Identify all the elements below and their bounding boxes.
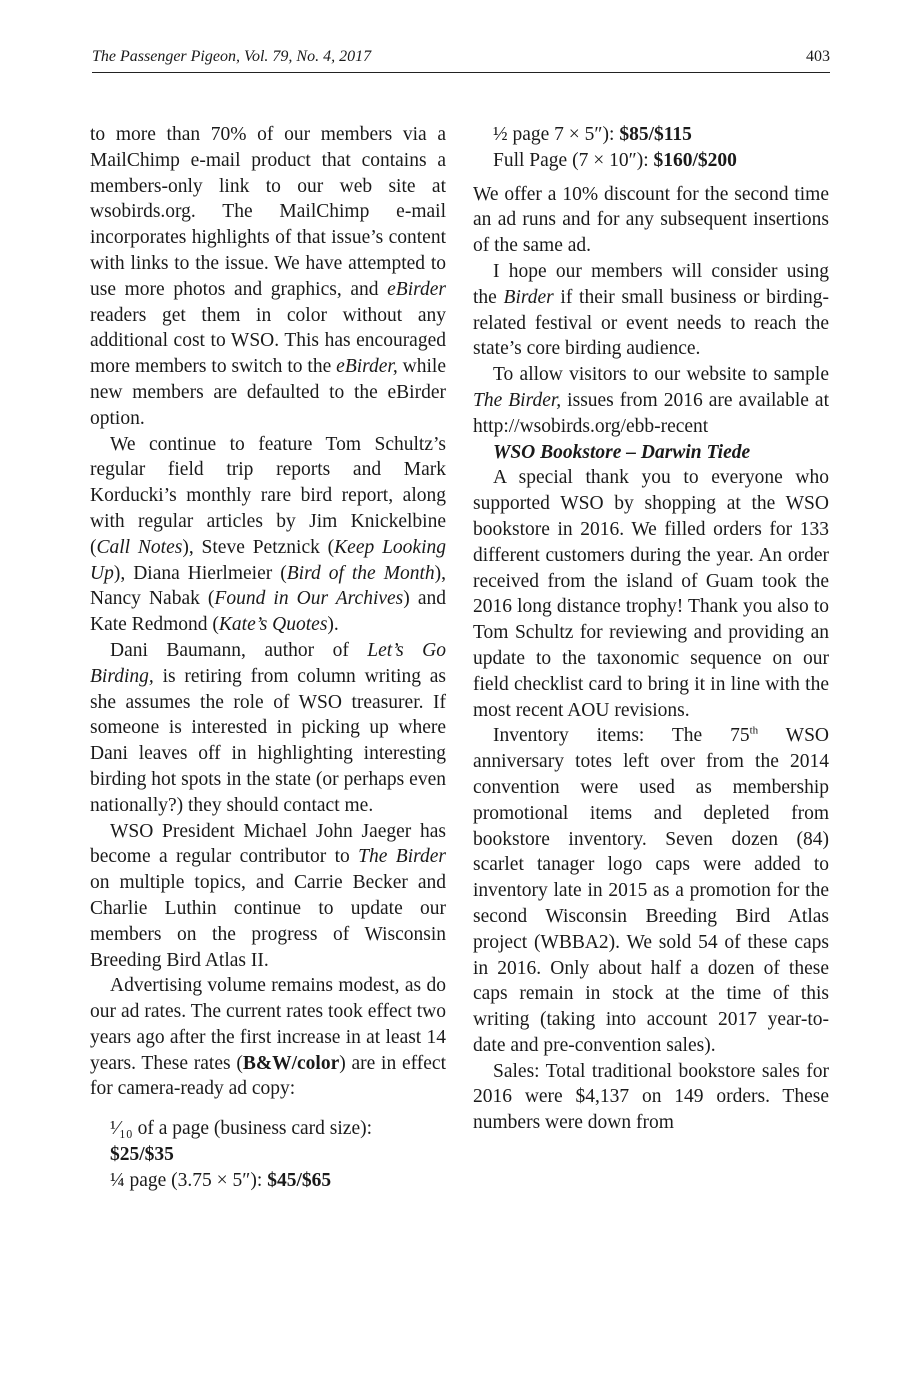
paragraph: We continue to feature Tom Schultz’s regular field trip reports and Mark Korducki’s monthly rare bird report, along with regular articles by Jim Knickelbine (Call Notes), Steve Petznick (Keep Looking Up), Diana Hierlmeier (Bird of the Month), Nancy Nabak (Found in Our Archives) and Kate Redmond (Kate’s Quotes). [90,433,446,636]
paragraph: To allow visitors to our website to sample The Birder, issues from 2016 are available at http://wsobirds.org/ebb-recent [473,364,829,437]
page-number: 403 [806,48,830,65]
ad-rate-price: $25/$35 [110,1144,174,1166]
running-header [92,48,830,73]
paragraph: I hope our members will consider using the Birder if their small business or birding-related festival or event needs to reach the state’s core birding audience. [473,260,829,360]
ad-rate-item: Full Page (7 × 10″): $160/$200 [493,149,737,171]
paragraph: Sales: Total traditional bookstore sales for 2016 were $4,137 on 149 orders. These numbers were down from [473,1060,829,1134]
ad-rate-item: ½ page 7 × 5″): $85/$115 [493,124,692,145]
paragraph: Dani Baumann, author of Let’s Go Birding, is retiring from column writing as she assumes the role of WSO treasurer. If someone is interested in picking up where Dani leaves off in highlighting interesting birding hot spots in the state (or perhaps even nationally?) they should contact me. [90,639,446,816]
section-heading: WSO Bookstore – Darwin Tiede [493,441,751,463]
paragraph: A special thank you to everyone who supported WSO by shopping at the WSO bookstore in 2016. We filled orders for 133 different customers during the year. An order received from the island of Guam took the 2016 long distance trophy! Thank you also to Tom Schultz for reviewing and providing an update to the taxonomic sequence on our field checklist card to bring it in line with the most recent AOU revisions. [473,467,829,721]
paragraph: Advertising volume remains modest, as do our ad rates. The current rates took effect two years ago after the first increase in at least 14 years. These rates (B&W/color) are in effect for camera-ready ad copy: [90,975,447,1100]
journal-citation: The Passenger Pigeon, Vol. 79, No. 4, 2017 [92,48,372,65]
left-column [90,122,446,1194]
paragraph: to more than 70% of our members via a MailChimp e-mail product that contains a members-only link to our web site at wsobirds.org. The MailChimp e-mail incorporates highlights of that issue’s content with links to the issue. We have attempted to use more photos and graphics, and eBirder readers get them in color without any additional cost to WSO. This has encouraged more members to switch to the eBirder, while new members are defaulted to the eBirder option. [90,124,446,429]
ad-rate-list [473,122,829,174]
right-column [473,122,829,1136]
paragraph: WSO President Michael John Jaeger has become a regular contributor to The Birder on multiple topics, and Carrie Becker and Charlie Luthin continue to update our members on the progress of Wisconsin Breeding Bird Atlas II. [90,820,446,971]
ad-rate-item: ¹⁄₁₀ of a page (business card size): [110,1118,373,1140]
paragraph: Inventory items: The 75th WSO anniversary totes left over from the 2014 convention were used as membership promotional items and depleted from bookstore inventory. Seven dozen (84) scarlet tanager logo caps were added to inventory late in 2015 as a promotion for the second Wisconsin Breeding Bird Atlas project (WBBA2). We sold 54 of these caps in 2016. Only about half a dozen of these caps remain in stock at the time of this writing (taking into account 2017 year-to-date and pre-convention sales). [473,724,829,1056]
ad-rate-item: ¼ page (3.75 × 5″): $45/$65 [110,1169,332,1191]
paragraph: We offer a 10% discount for the second time an ad runs and for any subsequent insertions of the same ad. [473,183,829,257]
ad-rate-list [90,1116,446,1193]
